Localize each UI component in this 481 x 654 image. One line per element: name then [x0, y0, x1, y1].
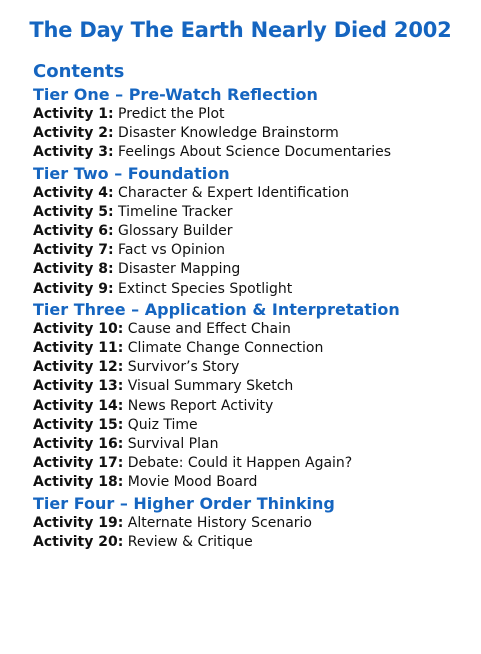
activity-title: Timeline Tracker	[118, 203, 233, 220]
tier-heading: Tier Two – Foundation	[33, 163, 230, 183]
tier-four-section	[33, 493, 473, 552]
list-item	[33, 241, 473, 260]
tier-heading: Tier One – Pre-Watch Reflection	[33, 85, 318, 104]
list-item	[33, 454, 473, 473]
activity-title: News Report Activity	[127, 397, 274, 414]
activity-title: Debate: Could it Happen Again?	[127, 455, 353, 472]
activity-number: Activity 11:	[33, 340, 124, 357]
activity-number: Activity 15:	[33, 416, 124, 433]
activity-title: Survivor’s Story	[127, 359, 240, 376]
activity-title: Quiz Time	[127, 416, 198, 433]
activity-title: Alternate History Scenario	[127, 514, 312, 531]
tier-heading: Tier Four – Higher Order Thinking	[33, 493, 335, 513]
activity-number: Activity 4:	[33, 184, 114, 201]
activity-number: Activity 5:	[33, 203, 114, 220]
activity-title: Visual Summary Sketch	[127, 378, 294, 395]
activity-number: Activity 20:	[33, 533, 124, 550]
activity-title: Fact vs Opinion	[118, 242, 226, 259]
activity-number: Activity 13:	[33, 378, 124, 395]
activity-number: Activity 16:	[33, 436, 124, 453]
document-title: The Day The Earth Nearly Died 2002	[29, 18, 452, 42]
activity-number: Activity 9:	[33, 280, 114, 297]
activity-title: Survival Plan	[127, 436, 219, 453]
activity-number: Activity 14:	[33, 397, 124, 414]
list-item	[33, 339, 473, 358]
activity-title: Disaster Mapping	[118, 261, 241, 278]
activity-number: Activity 1:	[33, 106, 114, 122]
activity-title: Character & Expert Identification	[118, 184, 350, 201]
tier-one-section	[33, 84, 473, 163]
activity-number: Activity 7:	[33, 242, 114, 259]
activity-title: Disaster Knowledge Brainstorm	[118, 125, 339, 142]
list-item	[33, 377, 473, 396]
activity-number: Activity 12:	[33, 359, 124, 376]
list-item	[33, 260, 473, 279]
contents-heading: Contents	[33, 61, 125, 82]
activity-title: Extinct Species Spotlight	[118, 280, 293, 297]
activity-title: Feelings About Science Documentaries	[118, 144, 392, 161]
list-item	[33, 320, 473, 339]
tier-heading: Tier Three – Application & Interpretation	[33, 299, 400, 319]
activity-title: Predict the Plot	[118, 106, 225, 122]
list-item	[33, 358, 473, 377]
list-item	[33, 514, 473, 533]
activity-title: Review & Critique	[127, 533, 253, 550]
activity-title: Movie Mood Board	[127, 474, 258, 491]
list-item	[33, 203, 473, 222]
activity-number: Activity 3:	[33, 144, 114, 161]
activity-number: Activity 10:	[33, 320, 124, 337]
list-item	[33, 473, 473, 492]
list-item	[33, 143, 473, 162]
tier-three-section	[33, 299, 473, 493]
activity-number: Activity 17:	[33, 455, 124, 472]
table-of-contents	[33, 59, 473, 552]
activity-number: Activity 6:	[33, 223, 114, 240]
list-item	[33, 435, 473, 454]
activity-title: Climate Change Connection	[127, 340, 324, 357]
activity-title: Glossary Builder	[118, 223, 233, 240]
list-item	[33, 105, 473, 124]
activity-number: Activity 18:	[33, 474, 124, 491]
list-item	[33, 280, 473, 299]
activity-number: Activity 19:	[33, 514, 124, 531]
list-item	[33, 397, 473, 416]
list-item	[33, 416, 473, 435]
activity-number: Activity 8:	[33, 261, 114, 278]
list-item	[33, 222, 473, 241]
list-item	[33, 533, 473, 552]
activity-title: Cause and Effect Chain	[127, 320, 291, 337]
tier-two-section	[33, 163, 473, 299]
activity-number: Activity 2:	[33, 125, 114, 142]
list-item	[33, 124, 473, 143]
list-item	[33, 184, 473, 203]
